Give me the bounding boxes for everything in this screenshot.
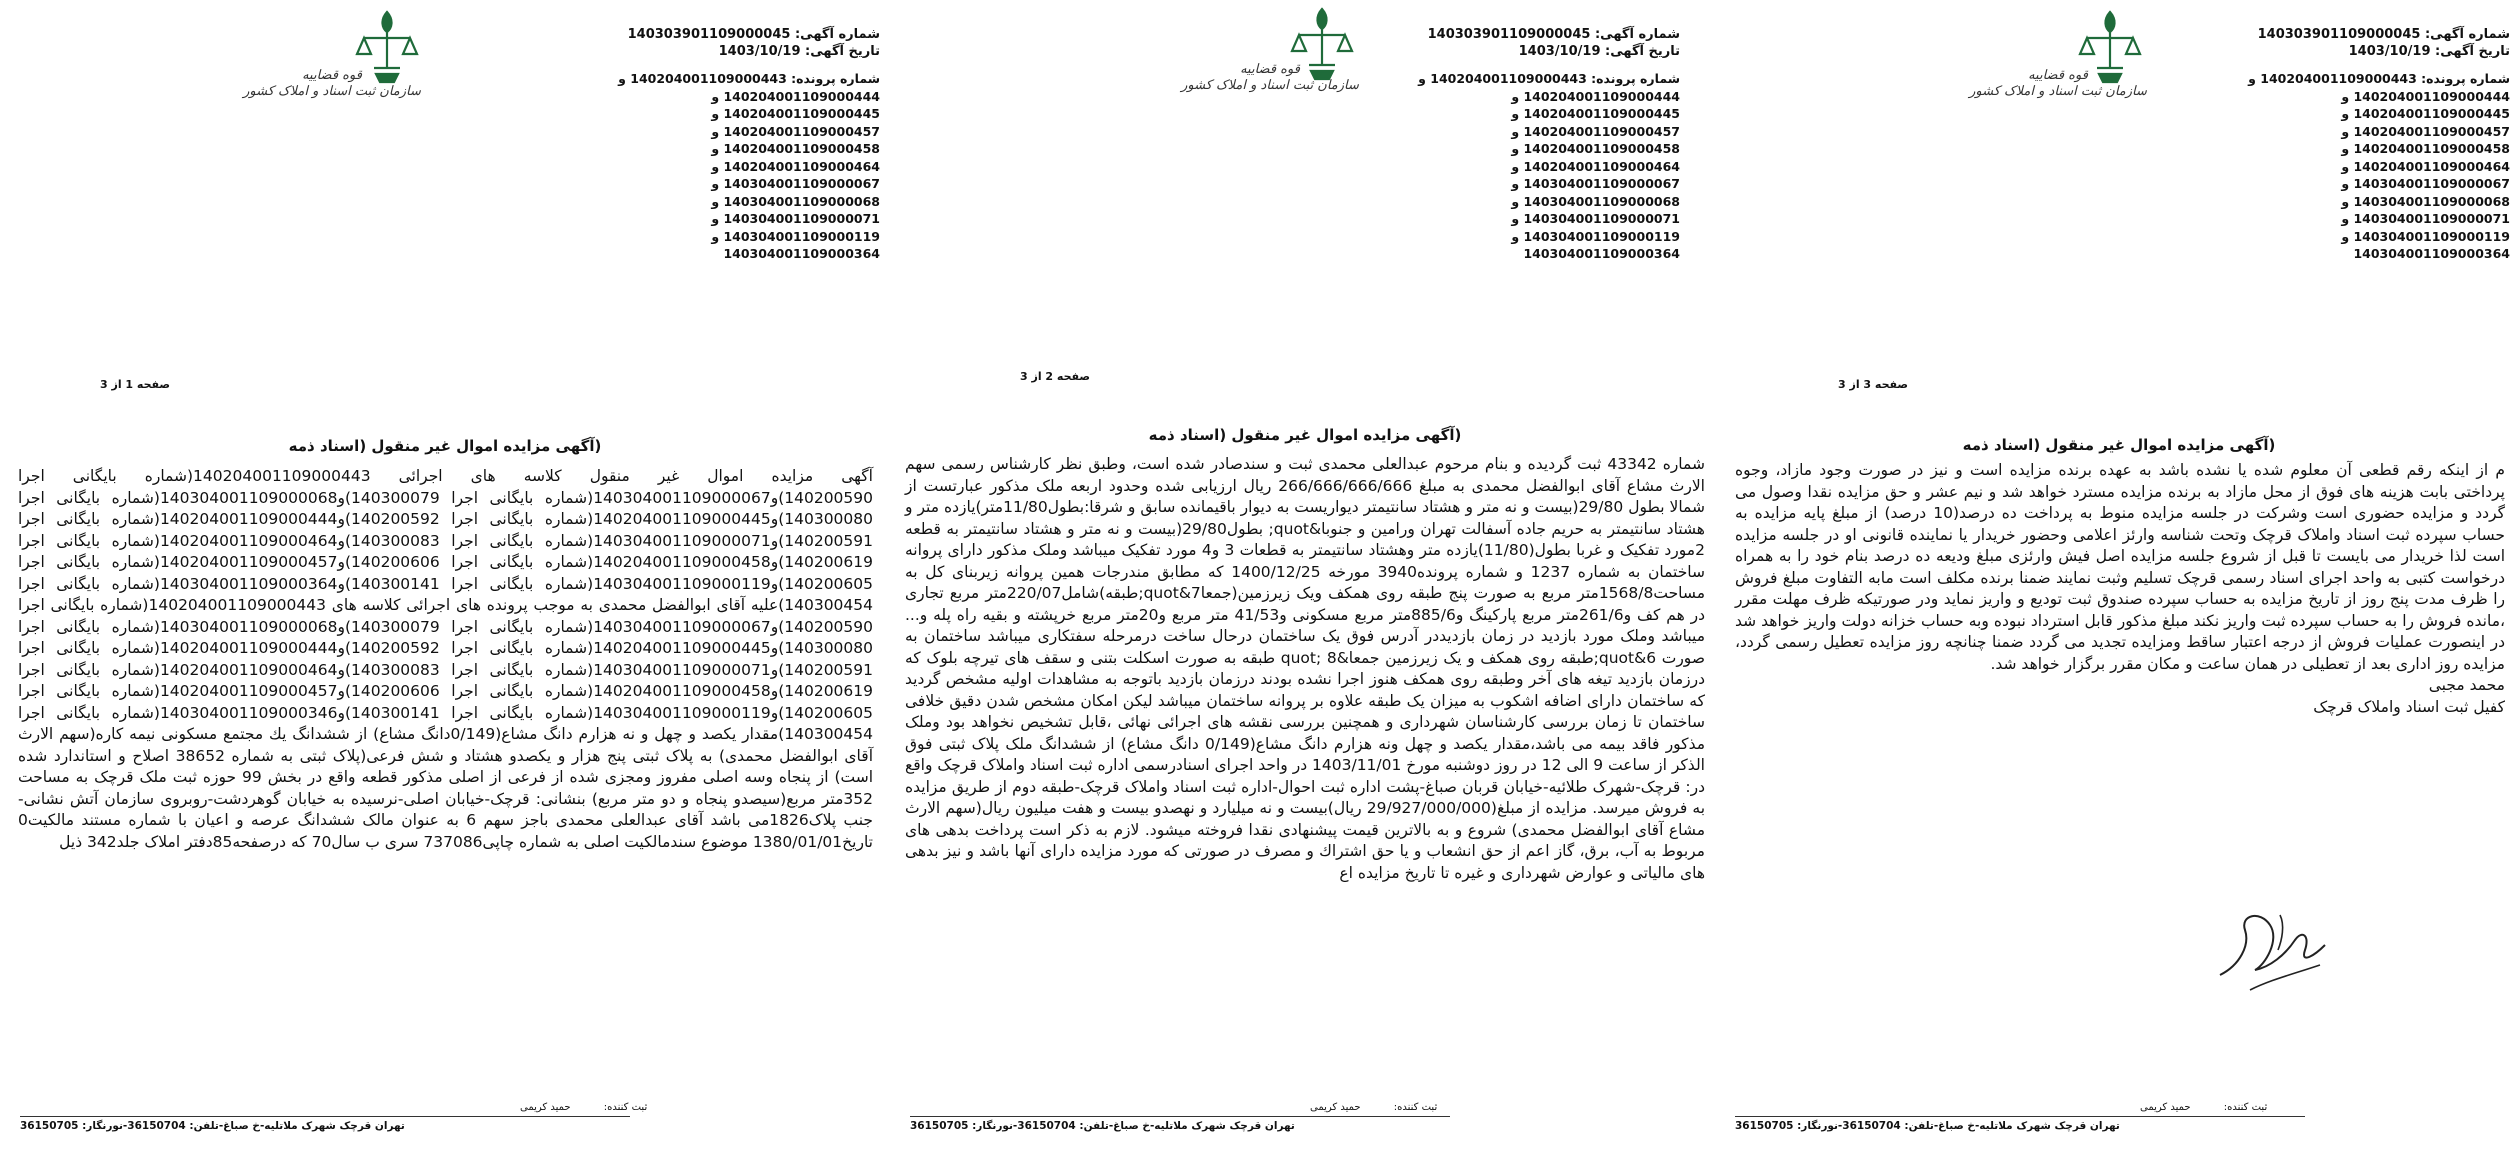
notice-number-label: شماره آگهی: <box>2424 27 2510 42</box>
notice-page-3 <box>1720 0 2518 1166</box>
notice-page-2 <box>895 0 1715 1166</box>
notice-date-label: تاریخ آگهی: <box>2435 44 2510 59</box>
case-number: 140304001109000119 و <box>2341 228 2510 244</box>
notice-page-1 <box>0 0 890 1166</box>
notice-number: 140303901109000045 <box>2257 27 2421 42</box>
notice-date: 1403/10/19 <box>718 44 801 59</box>
case-number: 140304001109000364 <box>723 246 880 261</box>
case-number: 140204001109000457 و <box>711 123 880 139</box>
org-name <box>242 68 422 100</box>
notice-body-text: م از اینکه رقم قطعی آن معلوم شده یا نشده باشد به عهده برنده مزایده است و نیز در صورت وجود مازاد، وجوه پرداختی بابت هزینه های فوق از محل مازاد به برنده مزایده مسترد خواهد شد و نیم عشر و حق مزایده نقدا وصول می گردد و مزایده حضوری است وشرکت در جلسه مزایده منوط به پرداخت ده درصد(10 درصد) از مبلغ پایه مزایده به حساب سپرده ثبت اسناد واملاک قرچک وتحت شناسه وارئز اعلامی وحضور خریدار یا نماینده قانونی او در جلسه مزایده است لذا خریدار می بایست تا قبل از شروع جلسه مزایده اصل فیش وارئزی مبلغ ودیعه ده درصد بنام خود را به همراه درخواست کتبی به واحد اجرای اسناد رسمی قرچک تسلیم وثبت نمایند ضمنا برنده مکلف است مابه التفاوت مبلغ فروش را ظرف مدت پنج روز از تاریخ مزایده به حساب سپرده صندوق ثبت تودیع و واریز نماید ودر صورتیکه ظرف مهلت مقرر ،مانده فروش را به حساب سپرده ثبت واریز نکند مبلغ مذکور قابل استرداد نبوده وبه حساب خزانه دولت واریز خواهد شد در اینصورت عملیات فروش از درجه اعتبار ساقط ومزایده تجدید می گردد ضمنا چنانچه روز مزایده تعطیل رسمی گردد، مزایده روز اداری بعد از تعطیلی در همان ساعت و مکان مقرر برگزار خواهد شد. <box>1735 461 2505 673</box>
page-number: صفحه 1 از 3 <box>100 378 171 391</box>
signer <box>1310 1102 1437 1113</box>
case-label: شماره پرونده: <box>2421 71 2510 86</box>
footer-divider <box>910 1116 1450 1117</box>
notice-date: 1403/10/19 <box>2348 44 2431 59</box>
org-line-1: قوه قضاییه <box>302 68 362 83</box>
org-line-2: سازمان ثبت اسناد و املاک کشور <box>1969 84 2147 99</box>
signoff-name: محمد مجبی <box>2428 676 2505 694</box>
case-label: شماره پرونده: <box>1591 71 1680 86</box>
notice-number-line <box>410 26 880 43</box>
footer-divider <box>1735 1116 2305 1117</box>
notice-number-line <box>895 26 1680 43</box>
notice-header <box>895 26 1680 60</box>
case-number: 140304001109000071 و <box>1511 211 1680 226</box>
case-number: 140304001109000068 و <box>2341 193 2510 209</box>
case-number: 140204001109000458 و <box>2341 141 2510 156</box>
case-number: 140204001109000464 و <box>2341 158 2510 174</box>
case-number: 140304001109000364 <box>1523 246 1680 261</box>
page-number: صفحه 3 از 3 <box>1838 378 1909 391</box>
case-number: 140304001109000071 و <box>711 211 880 226</box>
footer-divider <box>20 1116 630 1117</box>
notice-date-line <box>410 43 880 60</box>
case-number: 140204001109000457 و <box>2341 123 2510 139</box>
case-numbers <box>2190 70 2510 263</box>
notice-header <box>410 26 880 60</box>
case-label: شماره پرونده: <box>791 71 880 86</box>
case-number: 140304001109000119 و <box>711 228 880 244</box>
case-number: 140304001109000364 <box>2353 246 2510 261</box>
case-number: 140304001109000071 و <box>2341 211 2510 226</box>
notice-number: 140303901109000045 <box>1427 27 1591 42</box>
signer-label: ثبت کننده: <box>603 1102 648 1113</box>
case-number: 140204001109000457 و <box>1511 123 1680 139</box>
signer <box>520 1102 647 1113</box>
case-numbers <box>560 70 880 263</box>
case-number: 140204001109000444 و <box>2341 88 2510 104</box>
case-number: 140204001109000443 و <box>1418 71 1587 86</box>
signer-name: حمید کریمی <box>2140 1102 2191 1113</box>
notice-title: (آگهی مزایده اموال غیر منقول (اسناد ذمه <box>288 437 602 455</box>
notice-number-label: شماره آگهی: <box>1594 27 1680 42</box>
org-line-2: سازمان ثبت اسناد و املاک کشور <box>1181 78 1359 93</box>
org-line-1: قوه قضاییه <box>1240 62 1300 77</box>
notice-title: (آگهی مزایده اموال غیر منقول (اسناد ذمه <box>1148 426 1462 444</box>
signer-name: حمید کریمی <box>1310 1102 1361 1113</box>
case-number: 140204001109000464 و <box>1511 158 1680 174</box>
case-number: 140204001109000444 و <box>1511 88 1680 104</box>
case-number: 140304001109000068 و <box>711 193 880 209</box>
case-number: 140204001109000445 و <box>1511 106 1680 121</box>
notice-header <box>1720 26 2510 60</box>
case-number: 140204001109000445 و <box>711 106 880 121</box>
footer-address: تهران قرچک شهرک ملاتلیه-خ صباغ-تلفن: 36150704-نورنگار: 36150705 <box>20 1120 405 1132</box>
signer-label: ثبت کننده: <box>2223 1102 2268 1113</box>
org-line-1: قوه قضاییه <box>2028 68 2088 83</box>
notice-number-line <box>1720 26 2510 43</box>
signer-label: ثبت کننده: <box>1393 1102 1438 1113</box>
case-number: 140204001109000445 و <box>2341 106 2510 121</box>
signoff-title: کفیل ثبت اسناد واملاک قرچک <box>2313 697 2505 716</box>
case-label-line <box>560 70 880 88</box>
notice-date-label: تاریخ آگهی: <box>805 44 880 59</box>
case-number: 140204001109000458 و <box>711 141 880 156</box>
notice-date-label: تاریخ آگهی: <box>1605 44 1680 59</box>
case-number: 140204001109000443 و <box>2248 71 2417 86</box>
notice-date: 1403/10/19 <box>1518 44 1601 59</box>
case-number: 140204001109000444 و <box>711 88 880 104</box>
case-numbers <box>1360 70 1680 263</box>
case-label-line <box>2190 70 2510 88</box>
notice-body <box>1735 460 2505 718</box>
signer-name: حمید کریمی <box>520 1102 571 1113</box>
case-number: 140304001109000067 و <box>711 176 880 191</box>
case-number: 140204001109000464 و <box>711 158 880 174</box>
notice-body: آگهی مزایده اموال غیر منقول کلاسه های اجرائی 140204001109000443(شماره بایگانی اجرا 140200590)و140304001109000067(شماره بایگانی اجرا 140300079)و140304001109000068(شماره بایگانی اجرا 140300080)و140204001109000445(شماره بایگانی اجرا 140200592)و140204001109000444(شماره بایگانی اجرا 140200591)و140304001109000071(شماره بایگانی اجرا 140300083)و140204001109000464(شماره بایگانی اجرا 140200619)و140204001109000458(شماره بایگانی اجرا 140200606)و140204001109000457(شماره بایگانی اجرا 140200605)و140304001109000119(شماره بایگانی اجرا 140300141)و140304001109000364(شماره بایگانی اجرا 140300454)علیه آقای ابوالفضل محمدی به موجب پرونده های اجرائی کلاسه های 140204001109000443(شماره بایگانی اجرا 140200590)و140304001109000067(شماره بایگانی اجرا 140300079)و140304001109000068(شماره بایگانی اجرا 140300080)و140204001109000445(شماره بایگانی اجرا 140200592)و140204001109000444(شماره بایگانی اجرا 140200591)و140304001109000071(شماره بایگانی اجرا 140300083)و140204001109000464(شماره بایگانی اجرا 140200619)و140204001109000458(شماره بایگانی اجرا 140200606)و140204001109000457(شماره بایگانی اجرا 140200605)و140304001109000119(شماره بایگانی اجرا 140300141)و140304001109000346(شماره بایگانی اجرا 140300454)مقدار یکصد و چهل و نه هزارم دانگ مشاع(0/149دانگ مشاع) از ششدانگ یك مجتمع مسکونی نیمه کاره(سهم الارث آقای ابوالفضل محمدی) به پلاک ثبتی پنج هزار و یکصدو هشتاد و شش فرعی(پلاک ثبتی به شماره 38652 اصلاح و استاندارد شده است) از پنجاه وسه اصلی مفروز ومجزی شده از فرعی از اصلی مذکور قطعه واقع در بخش 99 حوزه ثبت ملک قرچک به مساحت 352متر مربع(سیصدو پنجاه و دو متر مربع) بنشانی: قرچک-خیابان اصلی-نرسیده به خیابان گوهردشت-روبروی سازمان آتش نشانی-جنب پلاک1826می باشد آقای عبدالعلی محمدی باجز سهم 6 به عنوان مالک ششدانگ عرصه و اعیان با شماره مستند مالکیت0 تاریخ1380/01/01 موضوع سندمالکیت اصلی به شماره چاپی737086 سری ب سال70 که درصفحه85دفتر املاک جلد342 ذیل <box>18 467 874 851</box>
org-name <box>1968 68 2148 100</box>
footer-address: تهران قرچک شهرک ملاتلیه-خ صباغ-تلفن: 36150704-نورنگار: 36150705 <box>1735 1120 2120 1132</box>
notice-date-line <box>1720 43 2510 60</box>
page-number: صفحه 2 از 3 <box>1020 370 1091 383</box>
case-number: 140204001109000443 و <box>618 71 787 86</box>
org-name <box>1180 62 1360 94</box>
notice-number: 140303901109000045 <box>627 27 791 42</box>
handwritten-signature <box>2210 895 2340 1005</box>
notice-date-line <box>895 43 1680 60</box>
case-number: 140204001109000458 و <box>1511 141 1680 156</box>
case-number: 140304001109000067 و <box>1511 176 1680 191</box>
notice-title: (آگهی مزایده اموال غیر منقول (اسناد ذمه <box>1962 436 2276 454</box>
signer <box>2140 1102 2267 1113</box>
case-number: 140304001109000068 و <box>1511 193 1680 209</box>
case-number: 140304001109000119 و <box>1511 228 1680 244</box>
case-label-line <box>1360 70 1680 88</box>
case-number: 140304001109000067 و <box>2341 176 2510 191</box>
notice-body: شماره 43342 ثبت گردیده و بنام مرحوم عبدالعلی محمدی ثبت و سندصادر شده است، وطبق نظر کارشناس رسمی سهم الارث مشاع آقای ابوالفضل محمدی به مبلغ 266/666/666/666 ریال ارزیابی شده وحدود اربعه ملک مذکور عبارتست از شمالا بطول 29/80(بیست و نه متر و هشتاد سانتیمتر دیواریست به دیوار باقیمانده سابق و شرقا:بطول11/80متر)یازده متر و هشتاد سانتیمتر به حریم جاده آسفالت تهران ورامین و جنوبا&quot; بطول29/80(بیست و نه متر و هشتاد سانتیمتر به قطعه 2مورد تفکیک و غربا بطول(11/80)یازده متر وهشتاد سانتیمتر به قطعات 3 و4 مورد تفکیک میباشد وملک مذکور دارای پروانه ساختمان به شماره 1237 و شماره پرونده3940 مورخه 1400/12/25 که مطابق مندرجات همین پروانه زیربنای کل به مساحت1568/8متر مربع به صورت پنج طبقه روی همکف ویک زیرزمین(جمعا7&quot;طبقه)شامل220/07متر مربع تجاری در هم کف و261/6متر مربع پارکینگ و885/6متر مربع مسکونی و41/53 متر مربع و20متر مربع خرپشته و بقیه راه پله و... میباشد وملک مورد بازدید در زمان بازدیددر آدرس فوق یک ساختمان درحال ساخت درمرحله سفتکاری میباشد ساختمان به صورت 6&quot;طبقه روی همکف و یک زیرزمین جمعا&quot; 8 طبقه به صورت اسکلت بتنی و سقف های تیرچه بلوک که درزمان بازدید تیغه های آخر وطبقه روی همکف هنوز اجرا نشده بودند درزمان بازدید باتوجه به مشاهدات اولیه مشخص گردید که ساختمان دارای اضافه اشکوب به میزان یک طبقه علاوه بر پروانه ساختمان میباشد لیکن امکان مشخص شدن دقیق خلافی ساختمان تا زمان بررسی کارشناسان شهرداری و همچنین بررسی نقشه های اجرائی نهائی ،قابل تشخیص نخواهد بود وملک مذکور فاقد بیمه می باشد،مقدار یکصد و چهل ونه هزارم دانگ مشاع(0/149 دانگ مشاع) از ششدانگ ملک پلاک ثبتی فوق الذکر از ساعت 9 الی 12 در روز دوشنبه مورخ 1403/11/01 در واحد اجرای اسنادرسمی اداره ثبت اسناد واملاک قرچک واقع در: قرچک-شهرک طلائیه-خیابان قربان صباغ-پشت اداره ثبت احوال-اداره ثبت اسناد واملاک قرچک-طبقه دوم از طریق مزایده به فروش میرسد. مزایده از مبلغ(29/927/000/000 ریال)بیست و نه میلیارد و نهصدو بیست و هفت میلیون ریال(سهم الارث مشاع آقای ابوالفضل محمدی) شروع و به بالاترین قیمت پیشنهادی نقدا فروخته میشود. لازم به ذکر است پرداخت بدهی های مربوط به آب، برق، گاز اعم از حق انشعاب و یا حق اشتراك و مصرف در صورتی که مورد مزایده دارای آنها باشد و نیز بدهی های مالیاتی و عوارض شهرداری و غیره تا تاریخ مزایده اع <box>905 455 1706 882</box>
org-line-2: سازمان ثبت اسناد و املاک کشور <box>243 84 421 99</box>
notice-number-label: شماره آگهی: <box>794 27 880 42</box>
footer-address: تهران قرچک شهرک ملاتلیه-خ صباغ-تلفن: 36150704-نورنگار: 36150705 <box>910 1120 1295 1132</box>
